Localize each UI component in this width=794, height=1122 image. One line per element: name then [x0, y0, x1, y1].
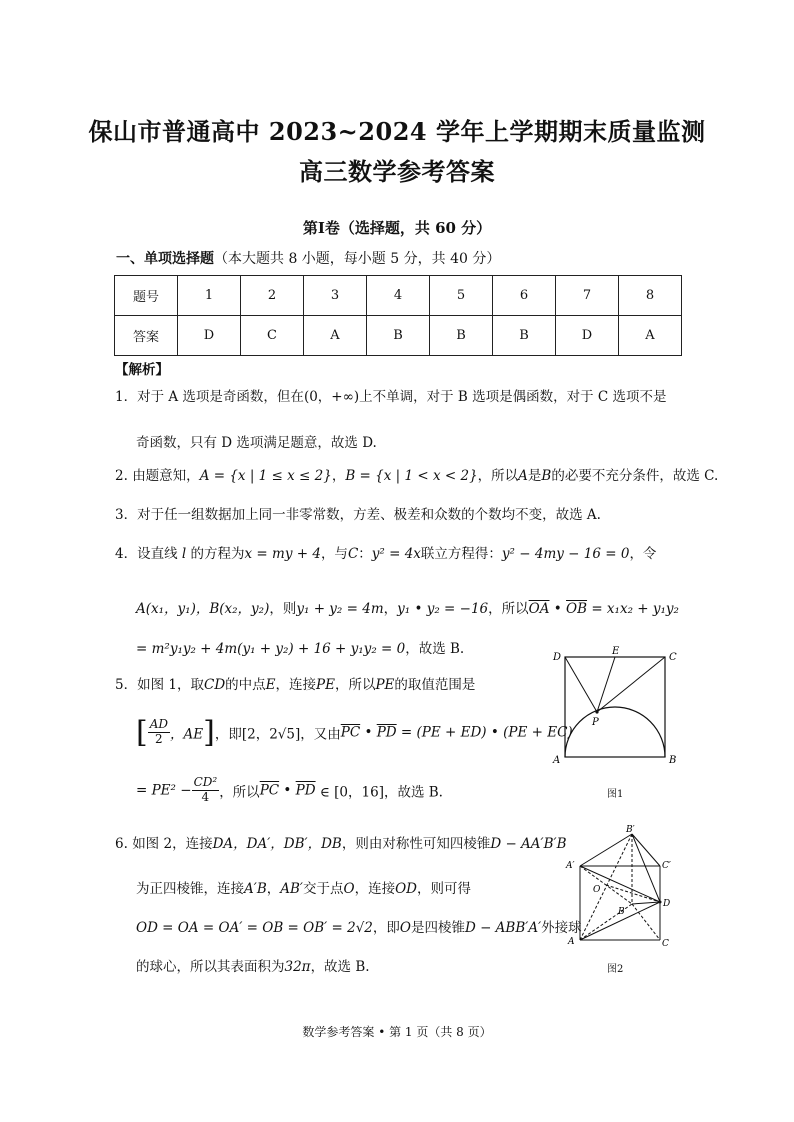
figure2-line-od: [606, 885, 660, 902]
page-title: 保山市普通高中 2023~2024 学年上学期期末质量监测: [88, 117, 706, 146]
q6-text: 的球心，所以其表面积为: [136, 959, 285, 975]
q2-line: [115, 470, 718, 484]
figure2-caption: 图2: [607, 964, 624, 975]
figure1-segment-pd: [565, 657, 597, 712]
q5-formula: = (PE + ED) • (PE + EC): [396, 724, 573, 741]
q5-line2: [136, 715, 573, 750]
q4-var: l: [181, 546, 187, 562]
table-cell: A: [619, 316, 682, 356]
q6-formula: A′B: [244, 881, 267, 897]
q4-text: ，与: [320, 546, 348, 562]
figure2-label-c: C: [662, 939, 669, 949]
q4-text: 的方程为: [190, 546, 245, 562]
q4-formula: = m²y₁y₂ + 4m(y₁ + y₂) + 16 + y₁y₂ = 0: [136, 641, 406, 657]
section-note: （本大题共 8 小题，每小题 5 分，共 40 分）: [214, 251, 501, 267]
q4-text: ，所以: [488, 601, 529, 617]
q4-text: ，令: [629, 546, 657, 562]
q4-text: ：: [358, 546, 372, 562]
section-heading: [116, 248, 500, 268]
q5-formula: ∈ [0，16]: [315, 784, 384, 801]
table-cell: B: [367, 316, 430, 356]
q5-text: 如图 1，取: [137, 677, 204, 693]
q4-formula: y² = 4x: [371, 546, 421, 562]
q4-formula: y² − 4my − 16 = 0: [501, 546, 630, 562]
q5-var: PE: [316, 677, 335, 693]
q1-line2: 奇函数，只有 D 选项满足题意，故选 D.: [136, 435, 377, 451]
q5-var: CD: [203, 677, 226, 693]
q5-formula: ，AE: [170, 726, 204, 743]
q2-text: 是: [527, 468, 542, 484]
q5-fraction: [192, 776, 220, 805]
q2-text: 由题意知，: [132, 468, 200, 484]
q6-text: ，即: [372, 920, 400, 936]
q1-text: 对于 A 选项是奇函数，但在: [137, 389, 304, 405]
q5-formula: = PE² −: [136, 782, 192, 799]
q2-number: 2.: [115, 468, 128, 484]
q2-text: ，所以: [477, 468, 519, 484]
figure1-caption: 图1: [607, 789, 624, 800]
q4-formula: = x₁x₂ + y₁y₂: [587, 601, 679, 617]
q5-vector: $\overline{PD}$: [295, 782, 316, 799]
q5-var: PE: [375, 677, 395, 693]
table-cell: C: [241, 316, 304, 356]
figure2-label-a: A: [568, 937, 575, 947]
figure2-hidden-edge: [632, 904, 660, 940]
q5-vector: $\overline{PD}$: [376, 724, 397, 741]
q4-formula: y₁ + y₂ = 4m: [296, 601, 384, 617]
q5-vector: $\overline{PC}$: [259, 782, 280, 799]
q6-formula: DA，DA′，DB′，DB: [212, 836, 342, 852]
page-subtitle: 高三数学参考答案: [299, 157, 495, 186]
q6-number: 6.: [115, 836, 128, 852]
figure2-label-o: O: [593, 885, 601, 895]
section-label: 一、单项选择题: [116, 251, 214, 267]
q6-text: ，: [266, 881, 281, 897]
figure-1: [550, 645, 690, 770]
q5-number: 5．: [115, 677, 138, 693]
q5-formula: [2，2√5]: [241, 726, 301, 743]
part-heading: 第Ⅰ卷（选择题，共 60 分）: [302, 219, 492, 237]
q5-line3: [136, 776, 443, 805]
q6-formula: AB′: [280, 881, 303, 897]
q4-text: ，则: [269, 601, 297, 617]
table-cell: 1: [178, 276, 241, 316]
q6-var: O: [343, 881, 355, 897]
q5-text: ，即: [214, 726, 242, 743]
q5-text: •: [279, 782, 296, 799]
q4-var: C: [347, 546, 359, 562]
figure2-point-d: [659, 901, 662, 904]
q4-text: •: [549, 601, 567, 617]
figure-2: [560, 822, 680, 952]
figure1-semicircle: [565, 707, 665, 757]
table-header-cell: 答案: [115, 316, 178, 356]
q5-text: ，故选 B.: [383, 784, 443, 801]
q1-interval: (0，+∞): [303, 389, 360, 405]
figure2-line-da1: [580, 866, 660, 902]
q5-text: ，所以: [334, 677, 376, 693]
q1-line1: [115, 391, 667, 405]
figure2-edge: [632, 834, 660, 866]
q4-formula: x = my + 4: [244, 546, 321, 562]
table-cell: 8: [619, 276, 682, 316]
q1-number: 1．: [115, 389, 138, 405]
figure2-label-b: B: [618, 907, 625, 917]
figure1-label-c: C: [669, 652, 677, 663]
table-cell: 7: [556, 276, 619, 316]
q5-frac-den: 4: [201, 789, 210, 804]
q5-text: •: [360, 724, 377, 741]
figure1-label-a: A: [553, 755, 561, 766]
q5-frac-den: 2: [155, 732, 163, 746]
q4-text: 设直线: [137, 546, 178, 562]
q4-formula: A(x₁，y₁)，B(x₂，y₂): [136, 601, 270, 617]
q4-line3: [136, 637, 464, 657]
table-cell: 3: [304, 276, 367, 316]
q6-var: O: [399, 920, 411, 936]
q5-fraction: [148, 718, 170, 747]
q5-text: ，又由: [300, 726, 341, 743]
figure1-point-p: [595, 710, 598, 713]
q1-text: 上不单调，对于 B 选项是偶函数，对于 C 选项不是: [359, 389, 667, 405]
q6-formula: D − ABB′A′: [464, 920, 542, 936]
table-cell: A: [304, 316, 367, 356]
q5-text: ，所以: [219, 784, 260, 801]
figure2-label-b1: B′: [626, 825, 635, 835]
q6-line2: [136, 877, 471, 897]
q5-bracket: ]: [203, 715, 215, 750]
q5-bracket: [: [136, 715, 148, 750]
q4-line2: [136, 597, 679, 617]
q4-text: ，: [383, 601, 398, 617]
q4-vector: $\overline{OA}$: [528, 601, 550, 617]
q3-number: 3．: [115, 507, 138, 523]
q5-text: ，连接: [275, 677, 316, 693]
q6-text: 为正四棱锥，连接: [136, 881, 244, 897]
q6-formula: 32π: [284, 959, 311, 975]
q2-set-b: B = {x | 1 < x < 2}: [345, 468, 478, 484]
q4-line1: [115, 548, 656, 562]
q6-formula: OD: [395, 881, 417, 897]
q2-var: B: [541, 468, 552, 484]
analysis-label: 【解析】: [115, 362, 169, 378]
q2-text: ，: [331, 468, 346, 484]
q6-text: ，连接: [354, 881, 396, 897]
figure2-label-d: D: [663, 899, 671, 909]
q6-line3: [136, 916, 582, 936]
table-cell: D: [178, 316, 241, 356]
q6-line1: [115, 838, 567, 852]
q2-text: 的必要不充分条件，故选 C.: [551, 468, 719, 484]
q6-text: 是四棱锥: [410, 920, 465, 936]
q4-text: ，故选 B.: [405, 641, 465, 657]
table-cell: 4: [367, 276, 430, 316]
answer-table: [114, 275, 682, 356]
table-cell: 5: [430, 276, 493, 316]
q4-text: 联立方程得：: [420, 546, 502, 562]
q5-frac-num: CD²: [193, 775, 218, 789]
q2-var: A: [518, 468, 528, 484]
figure1-label-p: P: [592, 717, 599, 728]
figure1-segment-pe: [597, 657, 615, 712]
q5-text: 的中点: [225, 677, 266, 693]
figure1-label-b: B: [669, 755, 677, 766]
figure1-segment-pc: [597, 657, 665, 712]
q3-text: 对于任一组数据加上同一非零常数，方差、极差和众数的个数均不变，故选 A.: [137, 507, 601, 523]
table-header-cell: 题号: [115, 276, 178, 316]
q2-set-a: A = {x | 1 ≤ x ≤ 2}: [199, 468, 332, 484]
q6-formula: OD = OA = OA′ = OB = OB′ = 2√2: [136, 920, 373, 936]
q5-text: 的取值范围是: [394, 677, 476, 693]
table-cell: 2: [241, 276, 304, 316]
table-cell: D: [556, 316, 619, 356]
table-cell: B: [430, 316, 493, 356]
q4-vector: $\overline{OB}$: [566, 601, 588, 617]
figure1-label-e: E: [612, 646, 620, 657]
q6-text: ，则由对称性可知四棱锥: [341, 836, 491, 852]
table-cell: B: [493, 316, 556, 356]
q6-text: 交于点: [303, 881, 344, 897]
figure2-label-a1: A′: [566, 861, 575, 871]
q6-text: ，故选 B.: [310, 959, 370, 975]
table-row: [115, 276, 682, 316]
table-row: [115, 316, 682, 356]
q5-frac-num: AD: [149, 717, 169, 732]
q6-text: 如图 2，连接: [132, 836, 213, 852]
figure2-label-c1: C′: [662, 861, 671, 871]
q5-vector: $\overline{PC}$: [340, 724, 361, 741]
q6-formula: D − AA′B′B: [490, 836, 567, 852]
q5-line1: [115, 679, 475, 693]
q6-text: ，则可得: [416, 881, 471, 897]
page-footer: 数学参考答案 • 第 1 页（共 8 页）: [302, 1025, 492, 1039]
q6-text: 外接球: [541, 920, 582, 936]
q4-number: 4．: [115, 546, 138, 562]
q6-line4: [136, 955, 370, 975]
q4-formula: y₁ • y₂ = −16: [397, 601, 489, 617]
q5-var: E: [265, 677, 276, 693]
figure1-label-d: D: [553, 652, 562, 663]
table-cell: 6: [493, 276, 556, 316]
q3-line: [115, 509, 601, 523]
